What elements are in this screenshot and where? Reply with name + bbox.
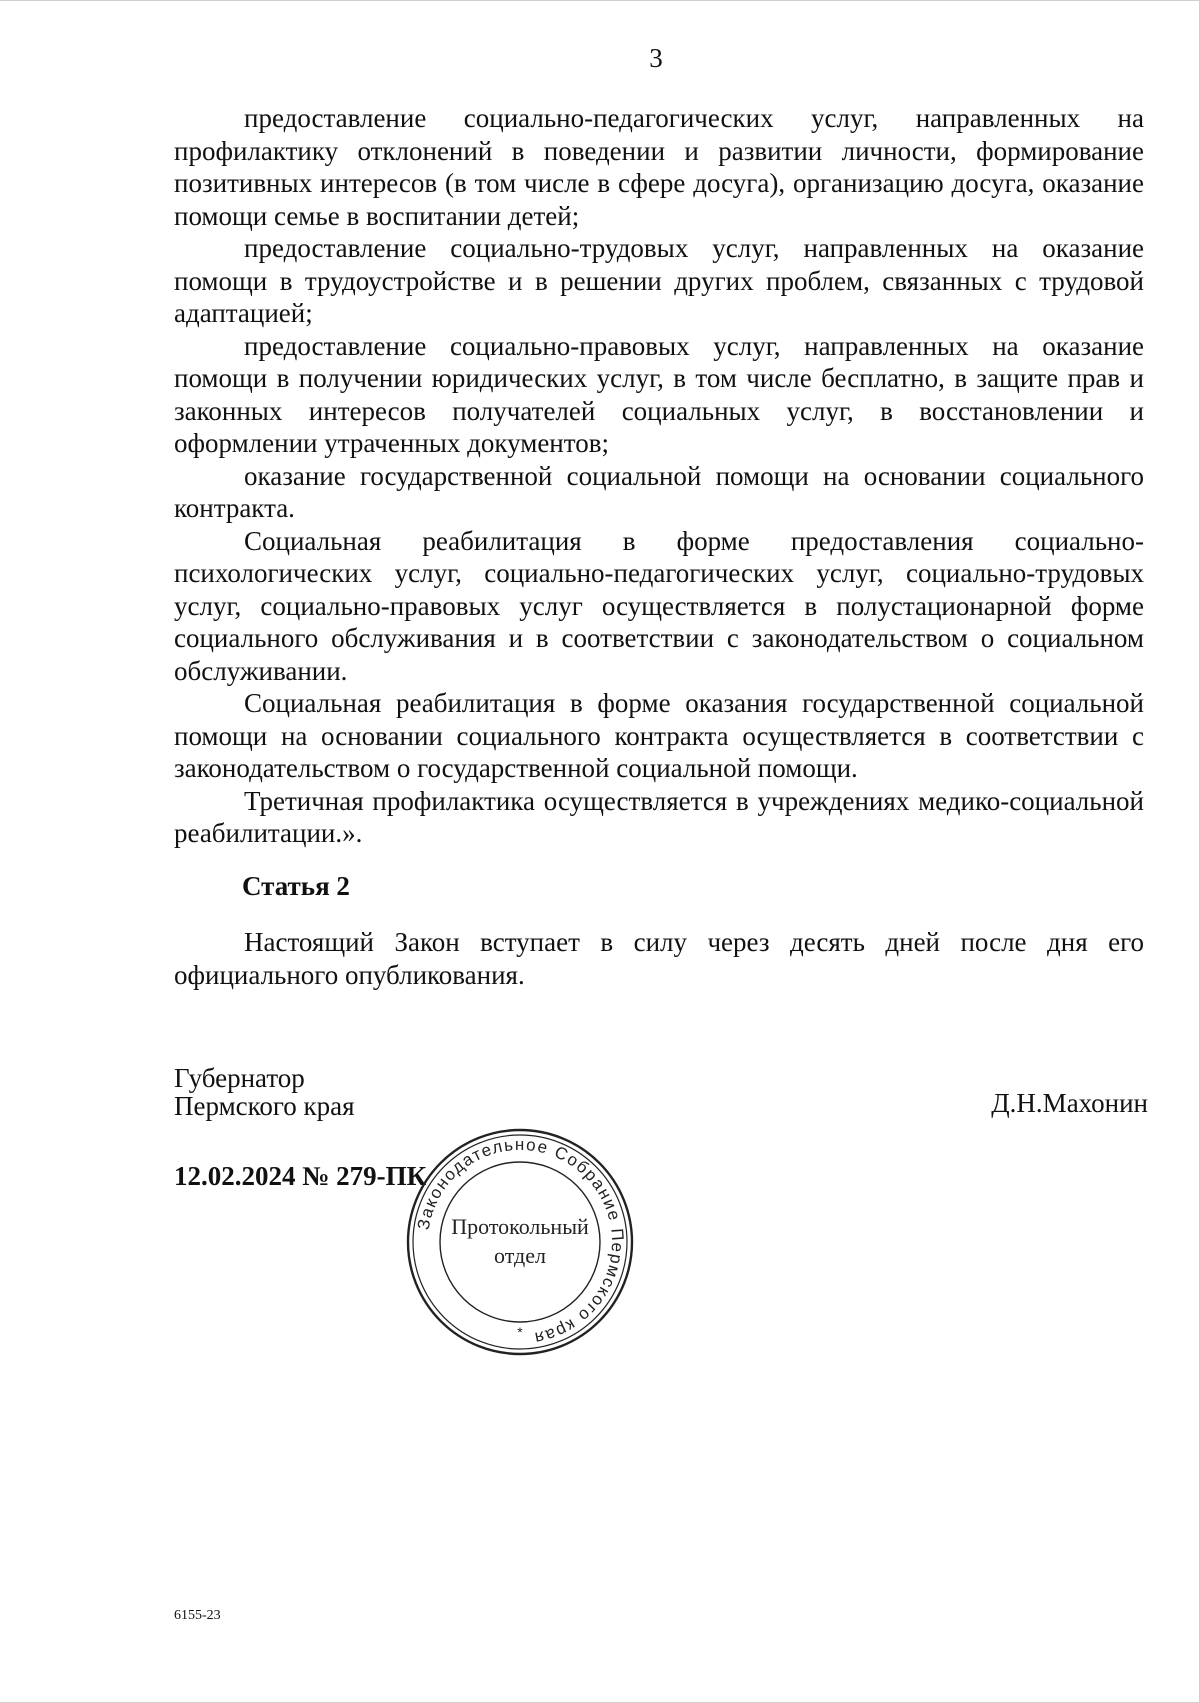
document-code: 6155-23 — [174, 1608, 221, 1623]
stamp-center-line1: Протокольный — [451, 1214, 589, 1239]
stamp-outer-ring — [408, 1130, 632, 1354]
paragraph: оказание государственной социальной помощи на основании социального контракта. — [174, 460, 1144, 523]
body-text — [174, 102, 1144, 850]
article-paragraph: Настоящий Закон вступает в силу через десять дней после дня его официального опубликования. — [174, 927, 1144, 990]
paragraph: предоставление социально-правовых услуг, направленных на оказание помощи в получении юридических услуг, в том числе бесплатно, в защите прав и законных интересов получателей социальных услуг, в восстановлении и оформлении утраченных документов; — [174, 330, 1144, 458]
paragraph: Социальная реабилитация в форме оказания государственной социальной помощи на основании социального контракта осуществляется в соответствии с законодательством о государственной социальной помощи. — [174, 688, 1144, 783]
stamp-center-line2: отдел — [494, 1243, 546, 1268]
signature-title — [174, 1064, 355, 1120]
scan-edge-top — [0, 0, 1200, 1]
signature-name: Д.Н.Махонин — [991, 1088, 1148, 1118]
paragraph: предоставление социально-трудовых услуг, направленных на оказание помощи в трудоустройстве и в решении других проблем, связанных с трудовой адаптацией; — [174, 233, 1144, 328]
official-stamp — [400, 1122, 640, 1362]
article-text — [174, 926, 1144, 991]
paragraph: Третичная профилактика осуществляется в учреждениях медико-социальной реабилитации.». — [174, 785, 1144, 848]
article-heading: Статья 2 — [242, 871, 350, 901]
law-number: 12.02.2024 № 279-ПК — [174, 1161, 427, 1191]
page-number: 3 — [649, 43, 663, 73]
stamp-star-icon: * — [517, 1324, 523, 1340]
signature-title-line1: Губернатор — [174, 1063, 305, 1093]
signature-title-line2: Пермского края — [174, 1091, 355, 1121]
stamp-inner-ring — [440, 1162, 600, 1322]
paragraph: предоставление социально-педагогических услуг, направленных на профилактику отклонений в поведении и развитии личности, формирование позитивных интересов (в том числе в сфере досуга), организацию досуга, оказание помощи семье в воспитании детей; — [174, 103, 1144, 231]
stamp-ring-text: Законодательное Собрание Пермского края — [413, 1134, 628, 1349]
paragraph: Социальная реабилитация в форме предоставления социально-психологических услуг, социально-педагогических услуг, социально-трудовых услуг, социально-правовых услуг осуществляется в полустационарной форме социального обслуживания и в соответствии с законодательством о социальном обслуживании. — [174, 525, 1144, 686]
